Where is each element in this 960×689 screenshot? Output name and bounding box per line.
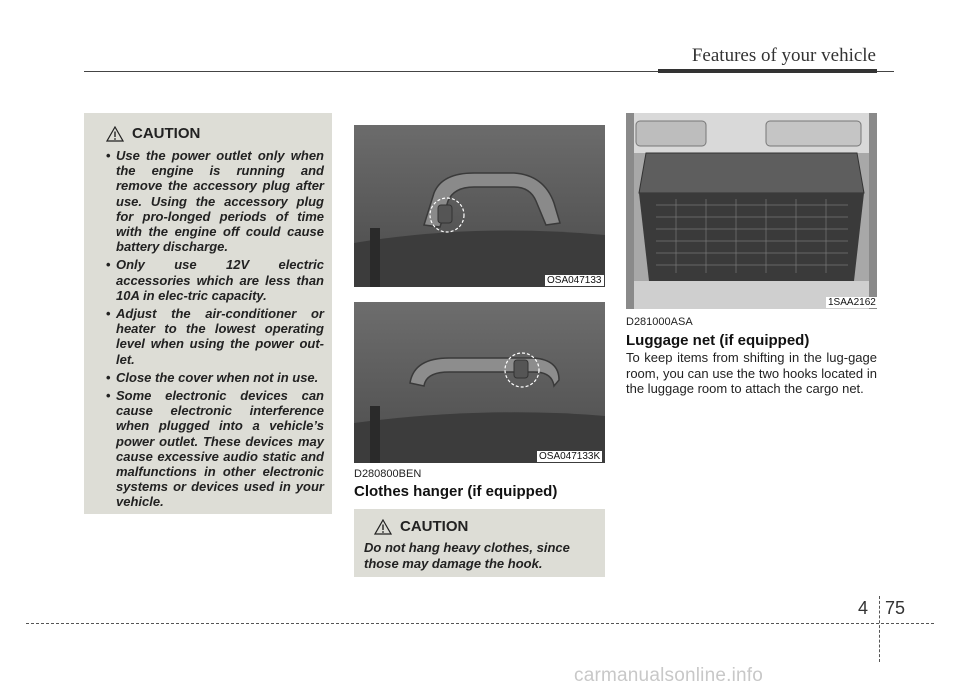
caution-box-clothes-hanger [354, 509, 605, 577]
caution-text: Do not hang heavy clothes, since those may damage the hook. [364, 540, 570, 571]
header-rule-accent [658, 69, 877, 73]
luggage-net-body: To keep items from shifting in the lug-gage room, you can use the two hooks located in the luggage room to attach the cargo net. [626, 350, 877, 397]
clothes-hanger-heading: Clothes hanger (if equipped) [354, 483, 558, 500]
footer-divider [879, 596, 880, 662]
caution-list [102, 148, 324, 510]
luggage-net-code: D281000ASA [626, 316, 693, 328]
caution-item: • Close the cover when not in use. [102, 370, 324, 385]
chapter-number: 4 [858, 598, 869, 618]
caution-box-power-outlet [84, 113, 332, 514]
figure-type-a-code: OSA047133 [547, 275, 602, 286]
figure-type-b-image [354, 288, 605, 463]
figure-luggage-net-code: 1SAA2162 [828, 297, 876, 308]
page-number: 75 [885, 598, 906, 618]
figure-type-a-image [354, 113, 605, 287]
caution-item: • Use the power outlet only when the engine is running and remove the accessory plug after use. Using the accessory plug for pro-longed periods of time with the engine off could cause battery discharge. [102, 148, 324, 254]
luggage-net-heading: Luggage net (if equipped) [626, 332, 810, 349]
figure-type-b-code: OSA047133K [539, 451, 601, 462]
caution-title: CAUTION [400, 518, 469, 535]
section-title: Features of your vehicle [691, 45, 876, 66]
caution-header [106, 125, 324, 142]
caution-item: • Some electronic devices can cause electronic interference when plugged into a vehicle’s power outlet. These devices may cause excessive audio static and malfunctions in other electronic systems or devices used in your vehicle. [102, 388, 324, 510]
watermark: carmanualsonline.info [574, 665, 764, 686]
caution-item: • Adjust the air-conditioner or heater to the lowest operating level when using the power out-let. [102, 306, 324, 367]
warning-triangle-icon [374, 519, 392, 535]
caution-header [374, 518, 597, 535]
caution-item: • Only use 12V electric accessories which are less than 10A in elec-tric capacity. [102, 257, 324, 303]
footer-rule [26, 623, 934, 624]
warning-triangle-icon [106, 126, 124, 142]
clothes-hanger-code: D280800BEN [354, 468, 422, 480]
figure-luggage-net-image [626, 113, 877, 309]
caution-title: CAUTION [132, 125, 201, 142]
